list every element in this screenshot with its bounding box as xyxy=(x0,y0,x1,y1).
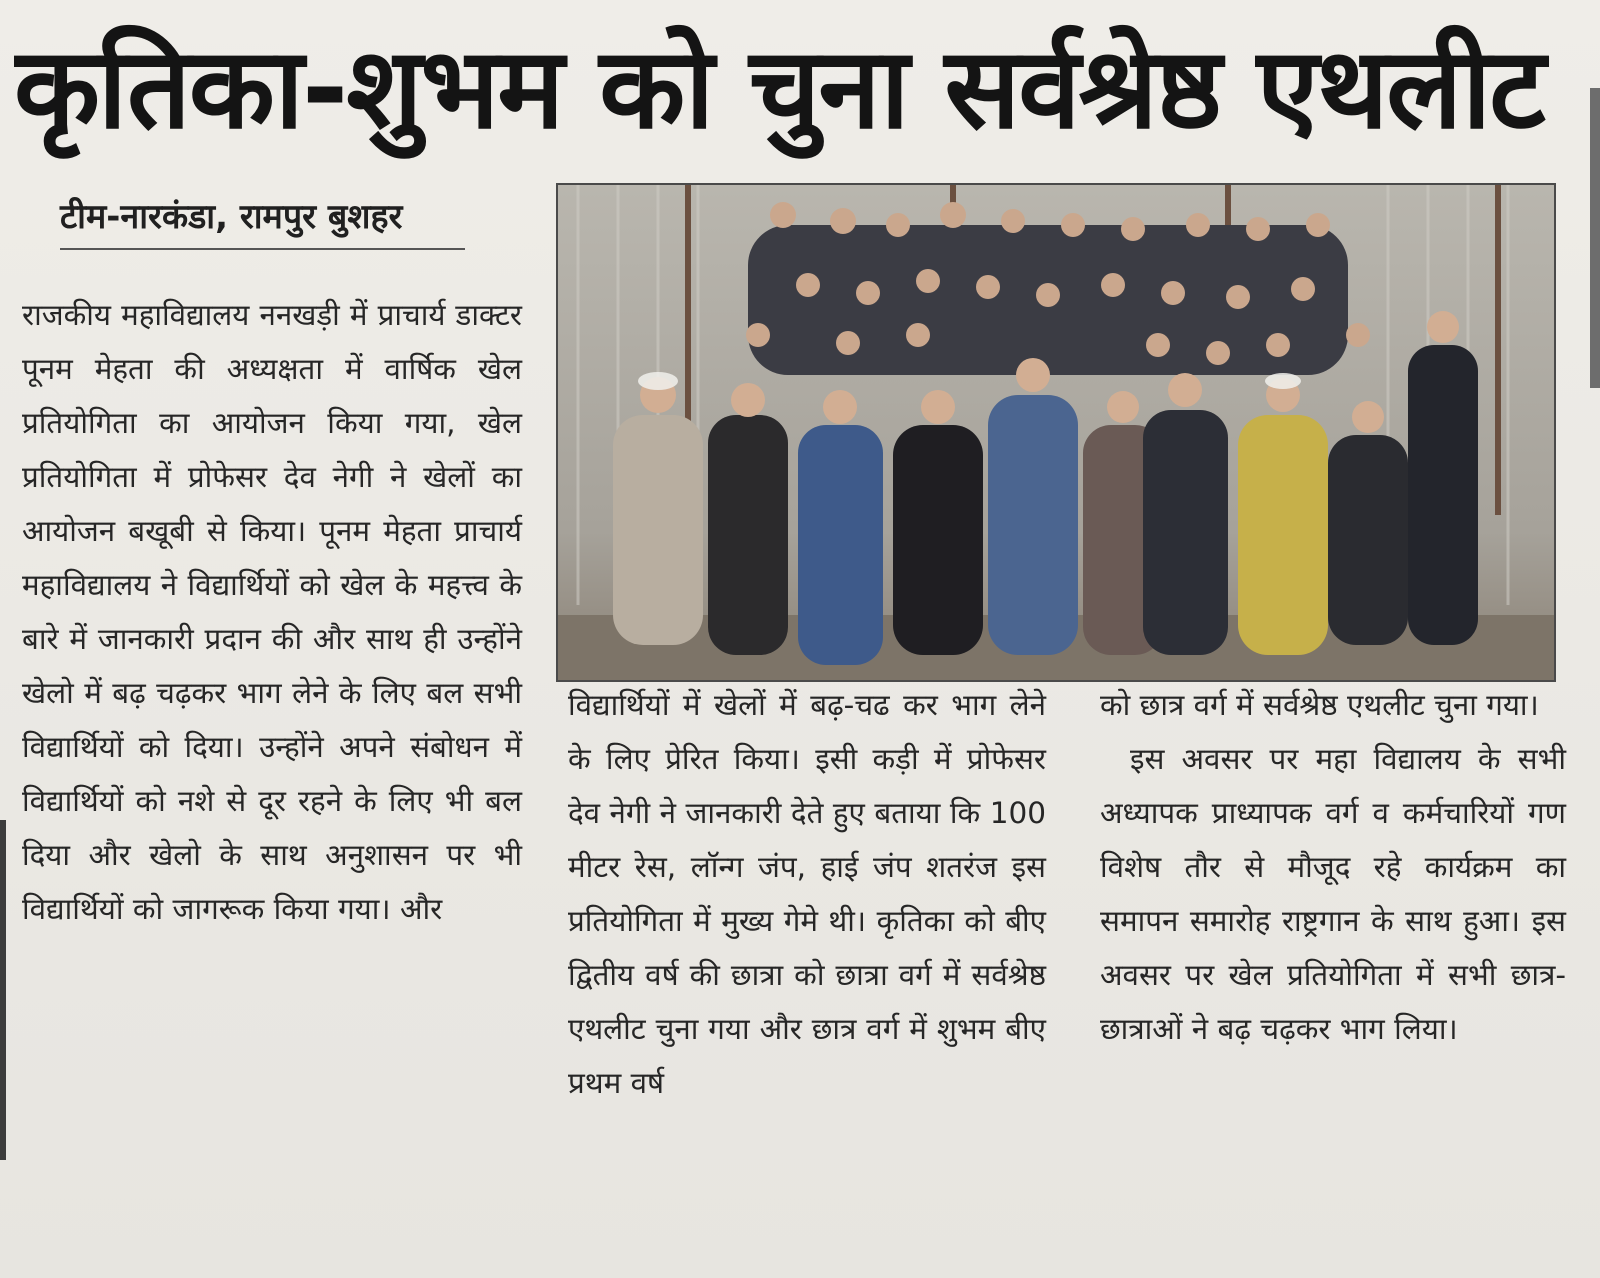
article-column-1 xyxy=(22,288,522,1263)
byline: टीम-नारकंडा, रामपुर बुशहर xyxy=(60,192,465,250)
article-column-2 xyxy=(568,678,1046,1263)
column-1-text: राजकीय महाविद्यालय ननखड़ी में प्राचार्य डाक्टर पूनम मेहता की अध्यक्षता में वार्षिक खेल प्रतियोगिता का आयोजन किया गया, खेल प्रतियोगिता में प्रोफेसर देव नेगी ने खेलों का आयोजन बखूबी से किया। पूनम मेहता प्राचार्य महाविद्यालय ने विद्यार्थियों को खेल के महत्त्व के बारे में जानकारी प्रदान की और साथ ही उन्होंने खेलो में बढ़ चढ़कर भाग लेने के लिए बल सभी विद्यार्थियों को दिया। उन्होंने अपने संबोधन में विद्यार्थियों को नशे से दूर रहने के लिए भी बल दिया और खेलो के साथ अनुशासन पर भी विद्यार्थियों को जागरूक किया गया। और xyxy=(22,298,523,926)
column-3-paragraph-2: इस अवसर पर महा विद्यालय के सभी अध्यापक प्राध्यापक वर्ग व कर्मचारियों गण विशेष तौर से मौजूद रहे कार्यक्रम का समापन समारोह राष्ट्रगान के साथ हुआ। इस अवसर पर खेल प्रतियोगिता में सभी छात्र-छात्राओं ने बढ़ चढ़कर भाग लिया। xyxy=(1100,742,1566,1046)
group-photo-illustration xyxy=(558,185,1554,680)
column-3-paragraph-1: को छात्र वर्ग में सर्वश्रेष्ठ एथलीट चुना गया। xyxy=(1100,688,1539,722)
column-2-text: विद्यार्थियों में खेलों में बढ़-चढ कर भाग लेने के लिए प्रेरित किया। इसी कड़ी में प्रोफेसर देव नेगी ने जानकारी देते हुए बताया कि 100 मीटर रेस, लॉन्ग जंप, हाई जंप शतरंज इस प्रतियोगिता में मुख्य गेमे थी। कृतिका को बीए द्वितीय वर्ष की छात्रा को छात्रा वर्ग में सर्वश्रेष्ठ एथलीट चुना गया और छात्र वर्ग में शुभम बीए प्रथम वर्ष xyxy=(568,688,1046,1100)
article-column-3 xyxy=(1100,678,1566,1263)
headline: कृतिका-शुभम को चुना सर्वश्रेष्ठ एथलीट xyxy=(14,24,1544,154)
group-photo xyxy=(556,183,1556,682)
adjacent-article-edge xyxy=(1590,88,1600,388)
page-edge-shadow xyxy=(0,820,6,1160)
